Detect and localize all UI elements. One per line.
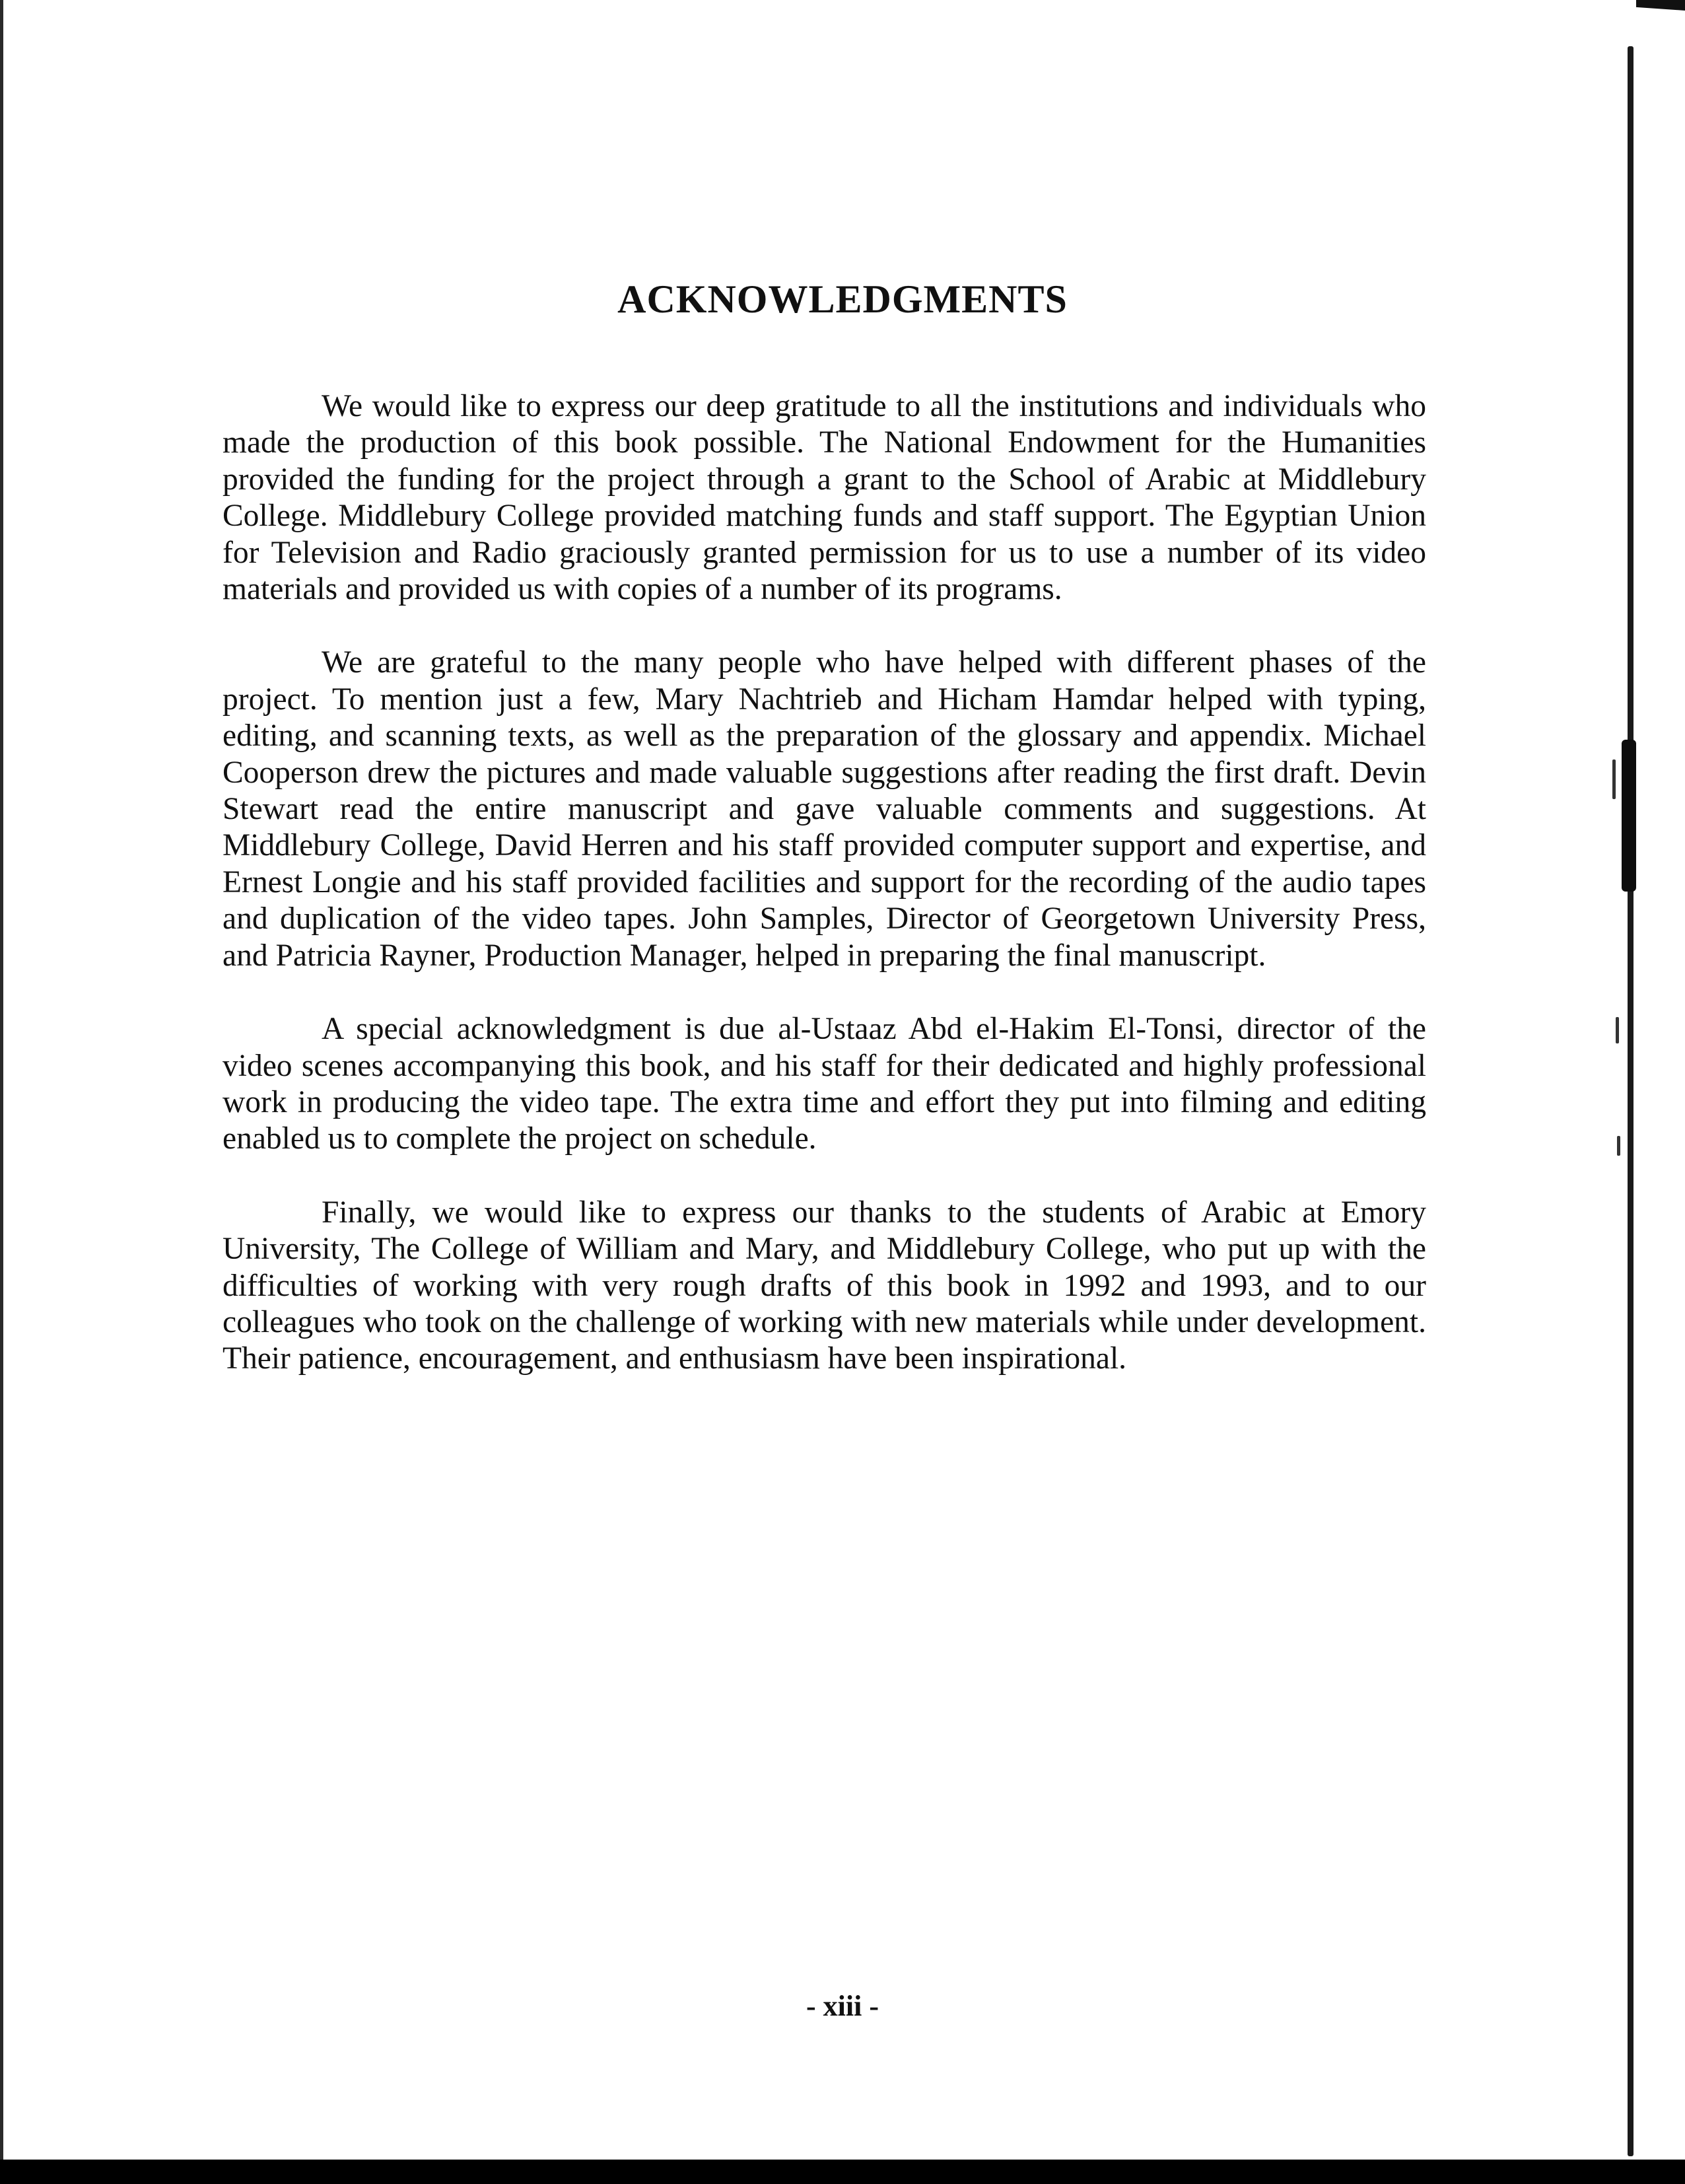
acknowledgments-body (223, 388, 1426, 1415)
page-title: ACKNOWLEDGMENTS (617, 277, 1068, 321)
paragraph-4: Finally, we would like to express our thanks to the students of Arabic at Emory University, The College of William and Mary, and Middlebury College, who put up with the difficulties of working with very rough drafts of this book in 1992 and 1993, and to our colleagues who took on the challenge of working with new materials while under development. Their patience, encouragement, and enthusiasm have been inspirational. (223, 1195, 1426, 1376)
scan-right-edge-blot (1622, 740, 1636, 892)
paragraph-3: A special acknowledgment is due al-Ustaaz Abd el-Hakim El-Tonsi, director of the video scenes accompanying this book, and his staff for their dedicated and highly professional work in producing the video tape. The extra time and effort they put into filming and editing enabled us to complete the project on schedule. (223, 1012, 1426, 1156)
paragraph-1: We would like to express our deep gratitude to all the institutions and individuals who made the production of this book possible. The National Endowment for the Humanities provided the funding for the project through a grant to the School of Arabic at Middlebury College. Middlebury College provided matching funds and staff support. The Egyptian Union for Television and Radio graciously granted permission for us to use a number of its video materials and provided us with copies of a number of its programs. (223, 389, 1426, 607)
paragraph-2: We are grateful to the many people who have helped with different phases of the project. To mention just a few, Mary Nachtrieb and Hicham Hamdar helped with typing, editing, and scanning texts, as well as the preparation of the glossary and appendix. Michael Cooperson drew the pictures and made valuable suggestions after reading the first draft. Devin Stewart read the entire manuscript and gave valuable comments and suggestions. At Middlebury College, David Herren and his staff provided computer support and expertise, and Ernest Longie and his staff provided facilities and support for the recording of the audio tapes and duplication of the video tapes. John Samples, Director of Georgetown University Press, and Patricia Rayner, Production Manager, helped in preparing the final manuscript. (223, 645, 1426, 973)
scan-bottom-bar (0, 2160, 1685, 2184)
page-number: - xiii - (806, 1990, 879, 2022)
scan-speck (1616, 1017, 1619, 1043)
scan-speck (1617, 1136, 1620, 1156)
scan-top-right-mark (1636, 0, 1685, 11)
scan-right-edge-line (1628, 46, 1633, 2156)
scan-speck (1612, 759, 1616, 799)
